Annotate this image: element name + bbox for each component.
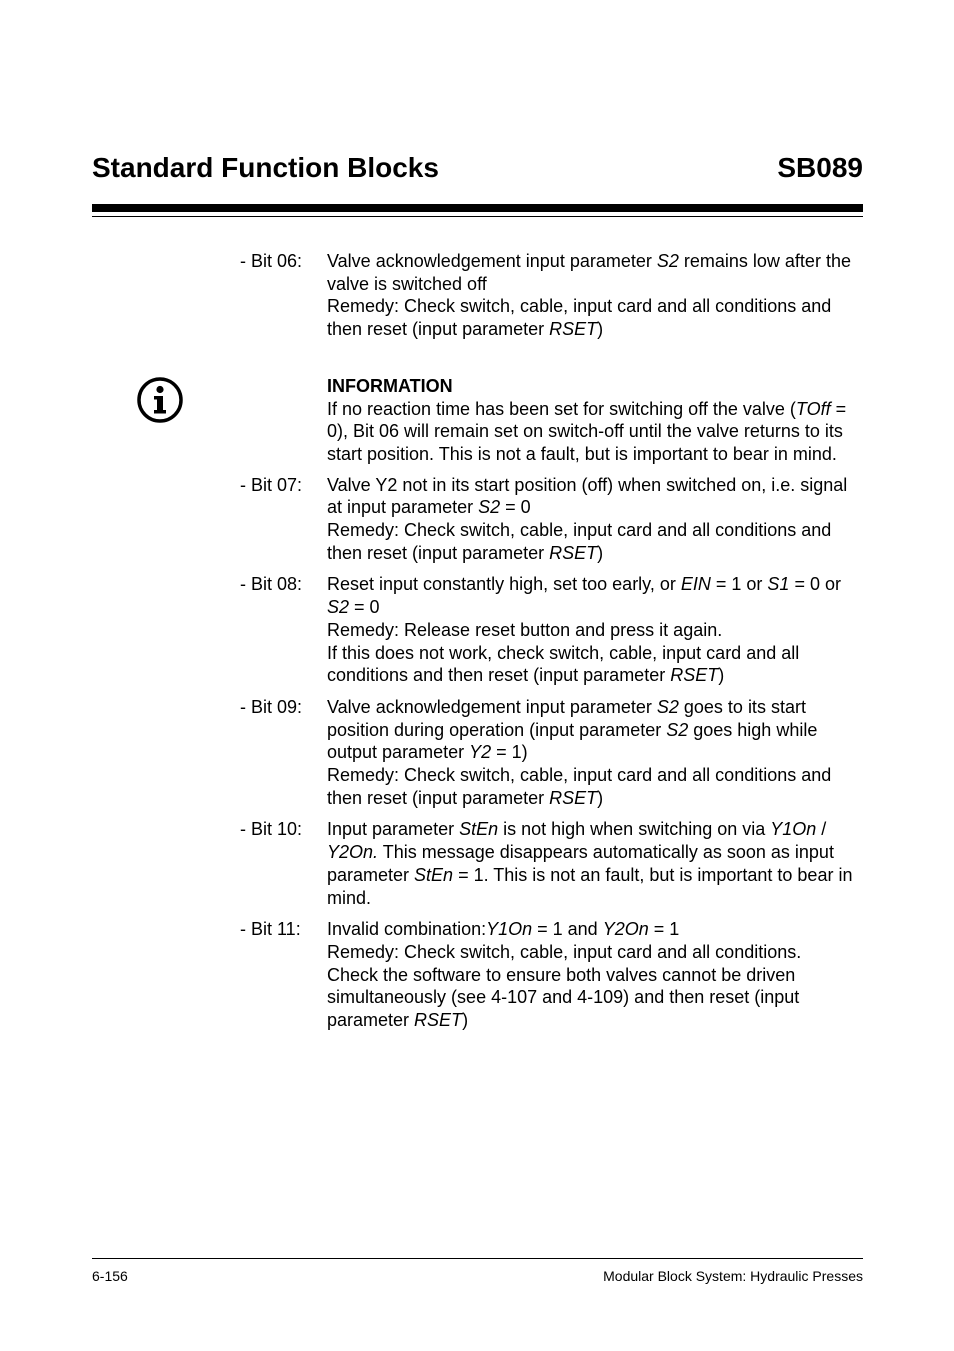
param-y2: Y2 — [469, 742, 492, 763]
bit-10-description — [327, 818, 863, 909]
bit-07-remedy — [327, 519, 863, 564]
bit-09-body — [327, 696, 863, 810]
text-run: ) — [462, 1010, 469, 1031]
block-code: SB089 — [777, 152, 863, 183]
param-s2: S2 — [327, 597, 350, 618]
text-run: Valve Y2 not in its start position (off) when switched on, i.e. signal at input parameter — [327, 474, 848, 518]
bit-07-body — [327, 474, 863, 565]
param-rset: RSET — [549, 319, 598, 340]
text-run: If no reaction time has been set for switching off the valve ( — [327, 398, 796, 419]
content — [0, 250, 954, 1032]
text-run: Check the software to ensure both valves cannot be driven simultaneously (see 4-107 and 4-109) and then reset (input parameter — [327, 964, 800, 1031]
bit-06-label: - Bit 06: — [240, 251, 303, 271]
param-rset: RSET — [414, 1010, 463, 1031]
bit-09-entry — [0, 696, 954, 810]
bit-08-extra — [327, 642, 863, 687]
param-s1: S1 — [767, 574, 790, 595]
text-run: is not high when switching on via — [498, 819, 771, 840]
param-sten: StEn — [459, 819, 499, 840]
text-run: This message disappears automatically as soon as input parameter — [327, 842, 834, 885]
text-run: remains low after the valve is switched off — [327, 251, 851, 294]
param-s2: S2 — [478, 497, 501, 518]
bit-11-label: - Bit 11: — [240, 919, 301, 940]
bit-06-remedy — [327, 295, 863, 340]
header-rule-thick — [92, 204, 863, 212]
bit-07-description — [327, 474, 863, 519]
bit-08-description — [327, 573, 863, 618]
information-icon — [135, 375, 185, 425]
bit-06-entry — [0, 250, 954, 341]
text-run: = 1) — [491, 742, 528, 763]
bit-11-extra — [327, 964, 863, 1032]
text-run: Input parameter — [327, 819, 460, 840]
document-title: Modular Block System: Hydraulic Presses — [603, 1268, 863, 1284]
header-rule-thin — [92, 216, 863, 217]
text-run: Remedy: Check switch, cable, input card and all conditions and then reset (input parameter — [327, 520, 832, 563]
bit-07-label: - Bit 07: — [240, 474, 303, 495]
param-rset: RSET — [549, 542, 598, 563]
text-run: Invalid combination: — [327, 919, 487, 940]
text-run: ) — [597, 787, 604, 808]
bit-09-remedy — [327, 764, 863, 809]
bit-10-entry — [0, 818, 954, 909]
param-toff: TOff — [795, 398, 831, 419]
param-rset: RSET — [549, 787, 598, 808]
param-y1on: Y1On — [486, 919, 533, 940]
text-run: = 0), Bit 06 will remain set on switch-off until the valve returns to its start position. This is not a fault, but is important to bear in mind. — [327, 398, 847, 464]
bit-09-description — [327, 696, 863, 764]
param-y1on: Y1On — [770, 819, 817, 840]
text-run: Valve acknowledgement input parameter — [327, 251, 657, 271]
param-s2: S2 — [666, 719, 689, 740]
spacer — [0, 687, 954, 696]
text-run: goes to its start position during operation (input parameter — [327, 696, 806, 740]
param-rset: RSET — [670, 665, 719, 686]
param-s2: S2 — [656, 251, 679, 271]
param-ein: EIN — [680, 574, 711, 595]
bit-08-body — [327, 573, 863, 687]
bit-08-remedy: Remedy: Release reset button and press it again. — [327, 619, 723, 640]
text-run: Remedy: Check switch, cable, input card and all conditions and then reset (input parameter — [327, 296, 832, 340]
text-run: goes high while output parameter — [327, 719, 818, 763]
bit-11-description — [327, 918, 863, 941]
information-heading: INFORMATION — [327, 375, 453, 396]
bit-10-label: - Bit 10: — [240, 819, 303, 840]
text-run: = 0 — [349, 597, 380, 618]
text-run: = 1 and — [532, 919, 603, 940]
bit-07-entry — [0, 474, 954, 565]
footer-rule — [92, 1258, 863, 1259]
text-run: If this does not work, check switch, cable, input card and all conditions and then reset (input parameter — [327, 642, 800, 686]
bit-11-entry — [0, 918, 954, 1032]
text-run: = 0 or — [789, 574, 841, 595]
text-run: ) — [718, 665, 725, 686]
text-run: Remedy: Check switch, cable, input card and all conditions and then reset (input parameter — [327, 765, 832, 808]
text-run: ) — [597, 319, 604, 340]
information-note — [0, 375, 954, 466]
bit-11-body — [327, 918, 863, 1032]
param-sten: StEn — [414, 864, 454, 885]
param-y2on: Y2On — [602, 919, 649, 940]
information-body — [327, 375, 863, 466]
bit-06-body — [327, 250, 863, 341]
text-run: Valve acknowledgement input parameter — [327, 696, 657, 717]
param-y2on: Y2On. — [327, 842, 379, 863]
bit-09-label: - Bit 09: — [240, 696, 303, 717]
text-run: = 1 or — [710, 574, 768, 595]
bit-08-label: - Bit 08: — [240, 574, 303, 595]
spacer — [0, 564, 954, 573]
page-title: Standard Function Blocks — [92, 152, 439, 183]
param-s2: S2 — [656, 696, 679, 717]
text-run: Reset input constantly high, set too early, or — [327, 574, 681, 595]
bit-10-body — [327, 818, 863, 909]
text-run: ) — [597, 542, 604, 563]
text-run: = 0 — [500, 497, 531, 518]
bit-11-remedy: Remedy: Check switch, cable, input card and all conditions. — [327, 941, 802, 962]
spacer — [0, 809, 954, 818]
text-run: = 1. This is not an fault, but is important to bear in mind. — [327, 864, 853, 908]
text-run: / — [816, 819, 827, 840]
bit-08-entry — [0, 573, 954, 687]
information-text — [327, 398, 863, 466]
page-number: 6-156 — [92, 1268, 128, 1284]
spacer — [0, 909, 954, 918]
bit-06-description — [327, 250, 863, 295]
text-run: = 1 — [648, 919, 680, 940]
